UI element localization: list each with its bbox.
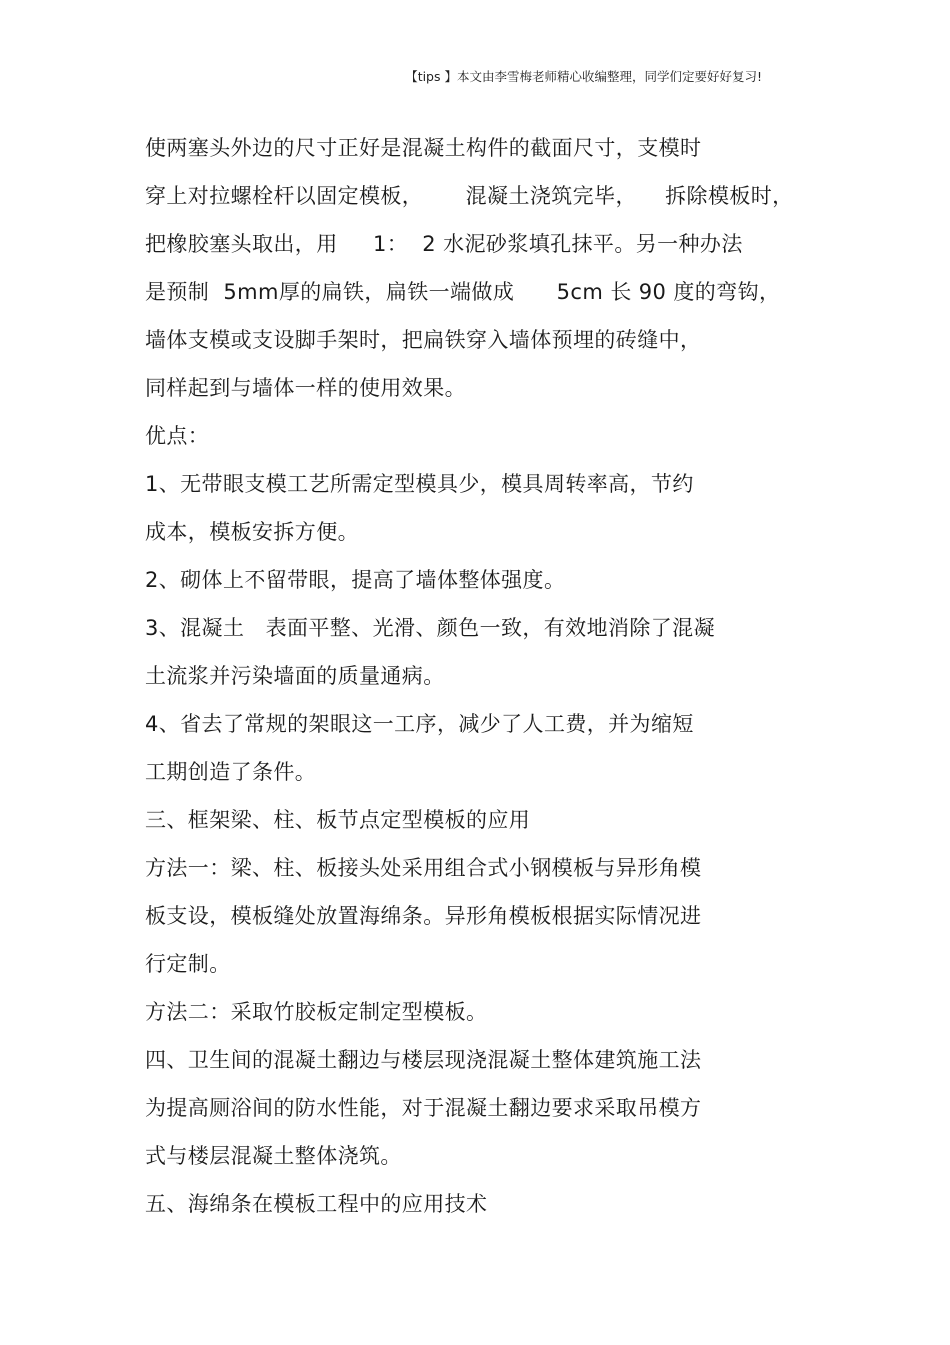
text-line: 土流浆并污染墙面的质量通病。 [145,664,445,688]
text-line: 3、混凝土 表面平整、光滑、颜色一致，有效地消除了混凝 [145,616,715,640]
body-text [145,124,845,1228]
text-line: 墙体支模或支设脚手架时，把扁铁穿入墙体预埋的砖缝中， [145,328,702,352]
text-line: 4、省去了常规的架眼这一工序，减少了人工费，并为缩短 [145,712,694,736]
text-line: 成本，模板安拆方便。 [145,520,359,544]
section-heading-3: 三、框架梁、柱、板节点定型模板的应用 [145,808,531,832]
text-line: 是预制 5mm厚的扁铁，扁铁一端做成 5cm 长 90 度的弯钩， [145,280,781,304]
section-label-advantages: 优点： [145,424,210,448]
text-line: 为提高厕浴间的防水性能，对于混凝土翻边要求采取吊模方 [145,1096,702,1120]
section-heading-5: 五、海绵条在模板工程中的应用技术 [145,1192,488,1216]
text-line: 穿上对拉螺栓杆以固定模板， 混凝土浇筑完毕， 拆除模板时， [145,184,794,208]
text-line: 式与楼层混凝土整体浇筑。 [145,1144,402,1168]
header-tip: 【tips 】本文由李雪梅老师精心收编整理，同学们定要好好复习! [405,69,762,84]
section-heading-4: 四、卫生间的混凝土翻边与楼层现浇混凝土整体建筑施工法 [145,1048,702,1072]
text-line: 方法二：采取竹胶板定制定型模板。 [145,1000,488,1024]
text-line: 工期创造了条件。 [145,760,317,784]
text-line: 板支设，模板缝处放置海绵条。异形角模板根据实际情况进 [145,904,702,928]
text-line: 方法一：梁、柱、板接头处采用组合式小钢模板与异形角模 [145,856,702,880]
text-line: 使两塞头外边的尺寸正好是混凝土构件的截面尺寸，支模时 [145,136,702,160]
text-line: 1、无带眼支模工艺所需定型模具少，模具周转率高，节约 [145,472,694,496]
text-line: 同样起到与墙体一样的使用效果。 [145,376,466,400]
text-line: 把橡胶塞头取出，用 1： 2 水泥砂浆填孔抹平。另一种办法 [145,232,743,256]
text-line: 2、砌体上不留带眼，提高了墙体整体强度。 [145,568,566,592]
text-line: 行定制。 [145,952,231,976]
